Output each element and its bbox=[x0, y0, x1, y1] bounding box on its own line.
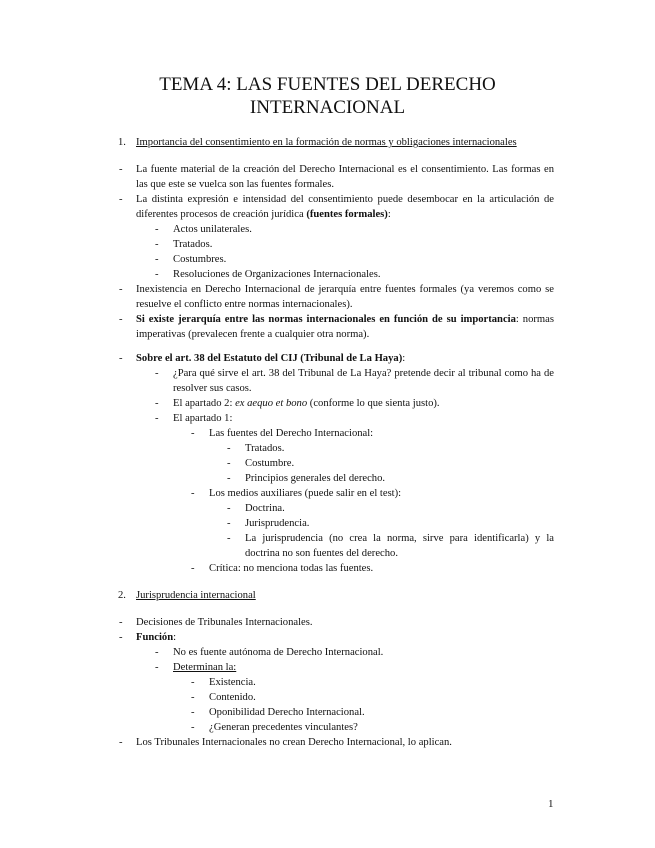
list-text: No es fuente autónoma de Derecho Internacional. bbox=[173, 647, 384, 658]
list-text bbox=[136, 630, 655, 645]
bullet-dash: - bbox=[155, 662, 159, 673]
list-item bbox=[0, 282, 655, 312]
list-item bbox=[0, 222, 655, 237]
bullet-dash: - bbox=[155, 398, 159, 409]
text-run: : bbox=[402, 353, 406, 364]
list-text: Costumbres. bbox=[173, 254, 227, 265]
text-run: (conforme lo que sienta justo). bbox=[307, 398, 440, 409]
list-item bbox=[0, 162, 655, 192]
list-text: Principios generales del derecho. bbox=[245, 473, 386, 484]
bullet-dash: - bbox=[155, 224, 159, 235]
paragraph: ¿Para qué sirve el art. 38 del Tribunal de La Haya? pretende decir al tribunal como ha de resolver sus casos. bbox=[173, 368, 554, 394]
list-item bbox=[0, 426, 655, 441]
paragraph: La fuente material de la creación del Derecho Internacional es el consentimiento. Las formas en las que este se vuelca son las fuentes formales. bbox=[136, 164, 554, 190]
page-title bbox=[0, 73, 655, 119]
list-text: Oponibilidad Derecho Internacional. bbox=[209, 707, 365, 718]
bold-run: Si existe jerarquía entre las normas internacionales en función de su importancia bbox=[136, 314, 516, 325]
bold-run: Función bbox=[136, 632, 174, 643]
page-title-line-1: TEMA 4: LAS FUENTES DEL DERECHO bbox=[159, 74, 496, 95]
list-item bbox=[0, 720, 655, 735]
list-item bbox=[0, 690, 655, 705]
list-item bbox=[0, 441, 655, 456]
section-title: Importancia del consentimiento en la formación de normas y obligaciones internacionales bbox=[136, 137, 517, 148]
list-item bbox=[0, 471, 655, 486]
bullet-dash: - bbox=[119, 284, 123, 295]
bullet-dash: - bbox=[191, 692, 195, 703]
list-text: Los Tribunales Internacionales no crean Derecho Internacional, lo aplican. bbox=[136, 737, 452, 748]
list-text: Los medios auxiliares (puede salir en el test): bbox=[209, 488, 402, 499]
list-item bbox=[0, 396, 655, 411]
list-text: Resoluciones de Organizaciones Internacionales. bbox=[173, 269, 381, 280]
list-item bbox=[0, 456, 655, 471]
text-run: : bbox=[173, 632, 177, 643]
bullet-dash: - bbox=[227, 458, 231, 469]
text-run: : bbox=[387, 209, 391, 220]
page-title-line-2: INTERNACIONAL bbox=[249, 97, 406, 118]
bullet-dash: - bbox=[191, 707, 195, 718]
bold-run: Sobre el art. 38 del Estatuto del CIJ (Tribunal de La Haya) bbox=[136, 353, 403, 364]
list-item bbox=[0, 366, 655, 396]
list-text: Determinan la: bbox=[173, 662, 237, 673]
list-text: Actos unilaterales. bbox=[173, 224, 252, 235]
section-1-heading bbox=[0, 135, 655, 150]
paragraph bbox=[173, 396, 655, 411]
list-item bbox=[0, 501, 655, 516]
paragraph bbox=[136, 192, 554, 222]
list-item bbox=[0, 645, 655, 660]
list-text: Costumbre. bbox=[245, 458, 295, 469]
list-text: ¿Generan precedentes vinculantes? bbox=[209, 722, 358, 733]
bullet-dash: - bbox=[119, 194, 123, 205]
bullet-dash: - bbox=[227, 503, 231, 514]
bullet-dash: - bbox=[155, 368, 159, 379]
list-text: El apartado 1: bbox=[173, 413, 233, 424]
list-item bbox=[0, 351, 655, 366]
paragraph bbox=[136, 351, 655, 366]
italic-run: ex aequo et bono bbox=[235, 398, 308, 409]
list-text: Decisiones de Tribunales Internacionales. bbox=[136, 617, 313, 628]
bullet-dash: - bbox=[155, 269, 159, 280]
bullet-dash: - bbox=[155, 254, 159, 265]
list-text: Doctrina. bbox=[245, 503, 285, 514]
list-item bbox=[0, 660, 655, 675]
list-text: Crítica: no menciona todas las fuentes. bbox=[209, 563, 374, 574]
list-item bbox=[0, 267, 655, 282]
list-item bbox=[0, 411, 655, 426]
list-item bbox=[0, 735, 655, 750]
section-number: 1. bbox=[118, 137, 126, 148]
list-item bbox=[0, 192, 655, 222]
text-run: : normas imperativas (prevalecen frente a cualquier otra norma). bbox=[136, 314, 554, 340]
document-body bbox=[0, 135, 655, 750]
bullet-dash: - bbox=[227, 473, 231, 484]
list-text: Las fuentes del Derecho Internacional: bbox=[209, 428, 374, 439]
list-item bbox=[0, 630, 655, 645]
list-item bbox=[0, 675, 655, 690]
bullet-dash: - bbox=[119, 737, 123, 748]
text-run: La distinta expresión e intensidad del consentimiento puede desembocar en la articulación de diferentes procesos de creación jurídica bbox=[136, 194, 554, 220]
bullet-dash: - bbox=[191, 563, 195, 574]
list-text: Existencia. bbox=[209, 677, 256, 688]
list-item bbox=[0, 252, 655, 267]
bullet-dash: - bbox=[155, 413, 159, 424]
list-item bbox=[0, 531, 655, 561]
bullet-dash: - bbox=[191, 722, 195, 733]
bullet-dash: - bbox=[227, 533, 231, 544]
list-text: La jurisprudencia (no crea la norma, sirve para identificarla) y la doctrina no son fuentes del derecho. bbox=[245, 533, 554, 559]
bullet-dash: - bbox=[191, 488, 195, 499]
bullet-dash: - bbox=[119, 164, 123, 175]
page-number: 1 bbox=[548, 798, 554, 810]
list-item bbox=[0, 705, 655, 720]
bullet-dash: - bbox=[119, 617, 123, 628]
section-number: 2. bbox=[118, 590, 126, 601]
section-2-heading bbox=[0, 588, 655, 603]
bullet-dash: - bbox=[227, 443, 231, 454]
paragraph bbox=[136, 312, 554, 342]
bullet-dash: - bbox=[191, 677, 195, 688]
section-title: Jurisprudencia internacional bbox=[136, 590, 256, 601]
list-text: Jurisprudencia. bbox=[245, 518, 310, 529]
list-text: Contenido. bbox=[209, 692, 256, 703]
list-item bbox=[0, 237, 655, 252]
text-run: El apartado 2: bbox=[173, 398, 236, 409]
list-item bbox=[0, 486, 655, 501]
list-text: Tratados. bbox=[173, 239, 213, 250]
bullet-dash: - bbox=[227, 518, 231, 529]
bullet-dash: - bbox=[155, 647, 159, 658]
bullet-dash: - bbox=[119, 632, 123, 643]
bullet-dash: - bbox=[155, 239, 159, 250]
list-item bbox=[0, 561, 655, 576]
list-item bbox=[0, 615, 655, 630]
paragraph: Inexistencia en Derecho Internacional de jerarquía entre fuentes formales (ya veremos como se resuelve el conflicto entre normas internacionales). bbox=[136, 284, 554, 310]
bullet-dash: - bbox=[119, 314, 123, 325]
list-item bbox=[0, 312, 655, 342]
list-item bbox=[0, 516, 655, 531]
bullet-dash: - bbox=[191, 428, 195, 439]
list-text: Tratados. bbox=[245, 443, 285, 454]
bullet-dash: - bbox=[119, 353, 123, 364]
bold-run: (fuentes formales) bbox=[306, 209, 388, 220]
